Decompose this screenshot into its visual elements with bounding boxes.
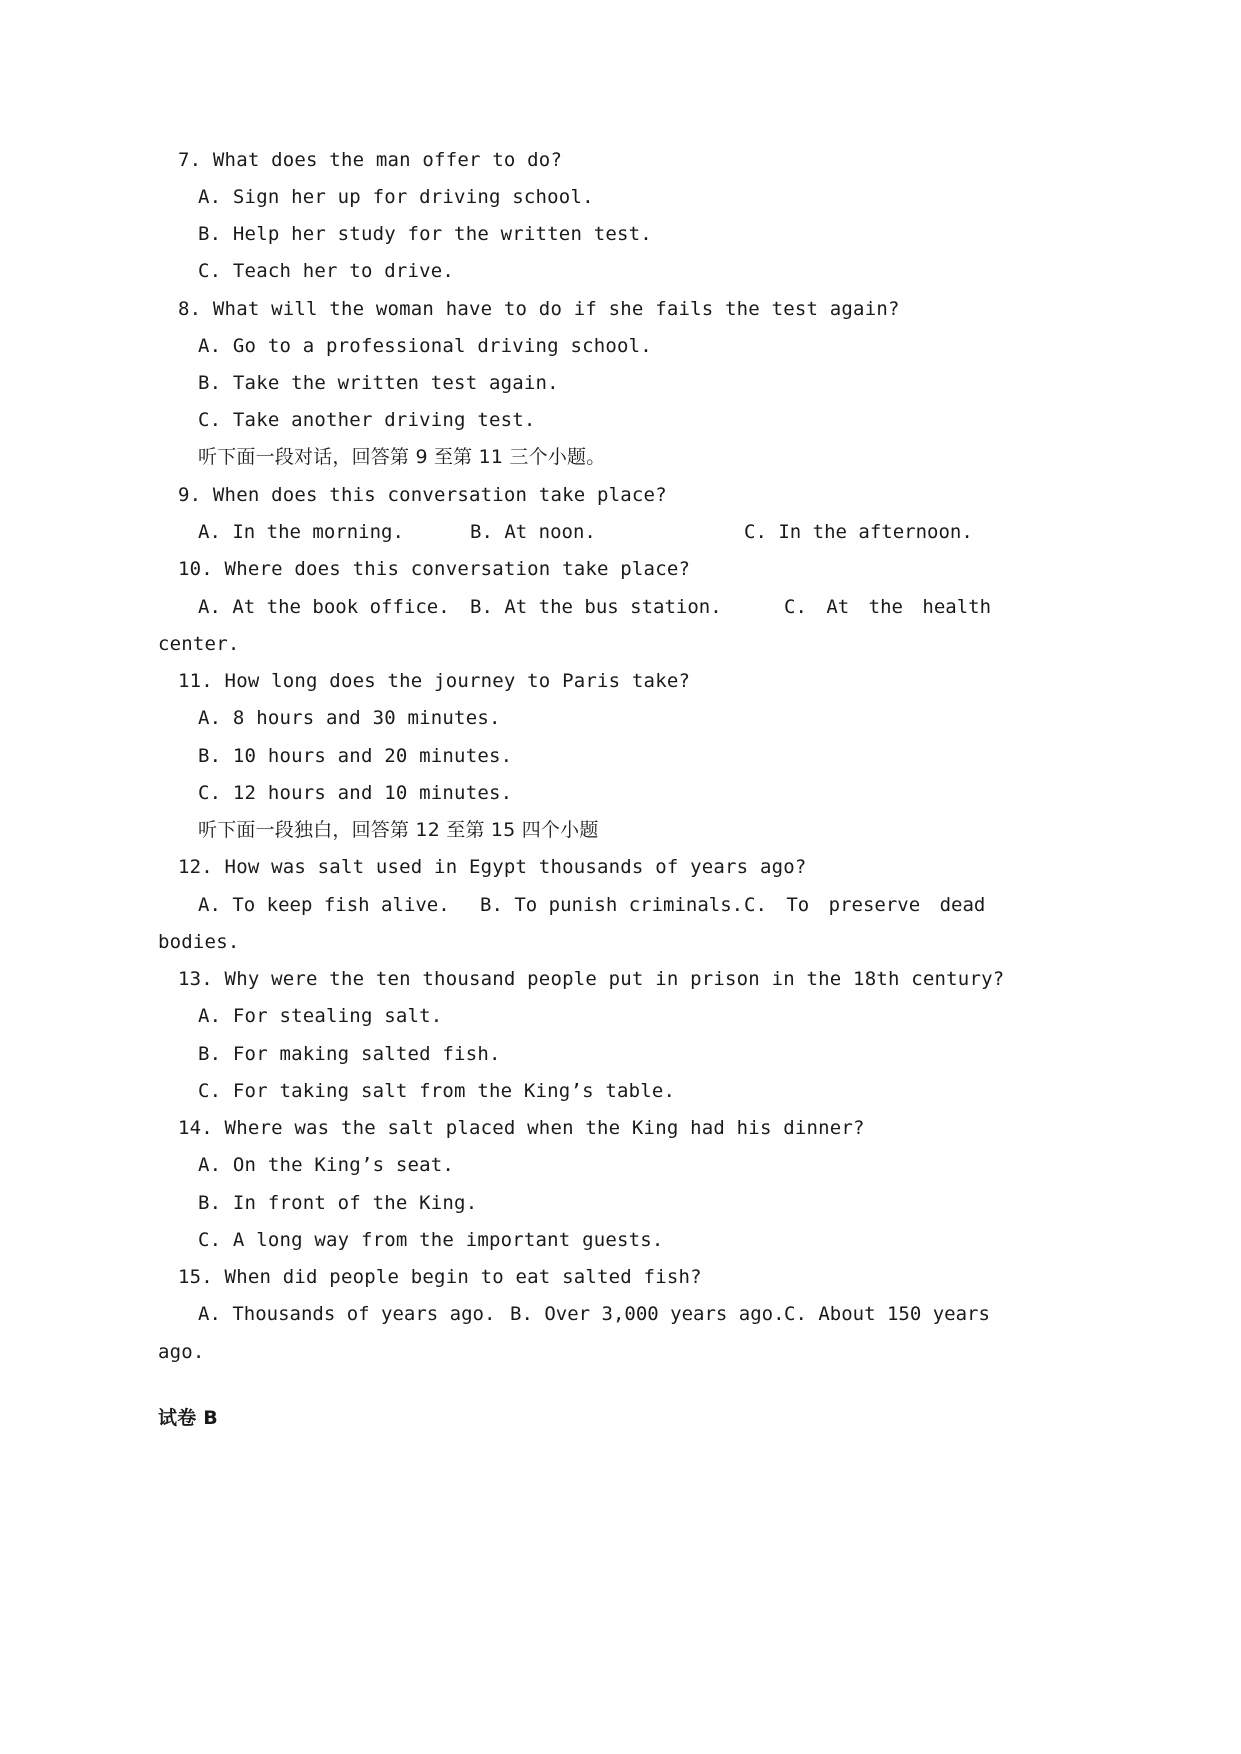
question-12-option-b: B. To punish criminals.: [480, 894, 744, 916]
question-15-option-a: A. Thousands of years ago.: [198, 1303, 496, 1325]
question-10-option-c: C. At the health: [784, 596, 992, 618]
question-10-option-c-continued: center.: [158, 633, 240, 655]
question-9-option-b: B. At noon.: [470, 521, 596, 543]
section-instruction-1: 听下面一段对话，回答第 9 至第 11 三个小题。: [198, 446, 606, 468]
question-7-option-a: A. Sign her up for driving school.: [198, 186, 594, 208]
question-12-option-c-continued: bodies.: [158, 931, 240, 953]
question-8-stem: 8. What will the woman have to do if she fails the test again?: [178, 298, 900, 320]
question-14-option-c: C. A long way from the important guests.: [198, 1229, 664, 1251]
question-8-option-a: A. Go to a professional driving school.: [198, 335, 652, 357]
question-14-option-a: A. On the King’s seat.: [198, 1154, 455, 1176]
question-7-stem: 7. What does the man offer to do?: [178, 149, 563, 171]
question-14-option-b: B. In front of the King.: [198, 1192, 478, 1214]
question-8-option-c: C. Take another driving test.: [198, 409, 536, 431]
question-15-option-b: B. Over 3,000 years ago.: [510, 1303, 785, 1325]
question-11-option-c: C. 12 hours and 10 minutes.: [198, 782, 513, 804]
question-7-option-c: C. Teach her to drive.: [198, 260, 455, 282]
question-8-option-b: B. Take the written test again.: [198, 372, 559, 394]
question-9-option-c: C. In the afternoon.: [744, 521, 973, 543]
question-11-option-a: A. 8 hours and 30 minutes.: [198, 707, 501, 729]
question-12-option-c: C. To preserve dead: [744, 894, 986, 916]
section-b-heading: 试卷 B: [158, 1407, 218, 1429]
question-9-option-a: A. In the morning.: [198, 521, 404, 543]
question-11-option-b: B. 10 hours and 20 minutes.: [198, 745, 513, 767]
section-instruction-2: 听下面一段独白，回答第 12 至第 15 四个小题: [198, 819, 599, 841]
question-13-option-b: B. For making salted fish.: [198, 1043, 501, 1065]
question-13-option-a: A. For stealing salt.: [198, 1005, 443, 1027]
question-12-stem: 12. How was salt used in Egypt thousands of years ago?: [178, 856, 807, 878]
question-10-option-b: B. At the bus station.: [470, 596, 722, 618]
question-9-stem: 9. When does this conversation take place?: [178, 484, 667, 506]
question-14-stem: 14. Where was the salt placed when the King had his dinner?: [178, 1117, 865, 1139]
question-10-stem: 10. Where does this conversation take place?: [178, 558, 691, 580]
question-15-stem: 15. When did people begin to eat salted fish?: [178, 1266, 702, 1288]
question-13-option-c: C. For taking salt from the King’s table.: [198, 1080, 676, 1102]
question-7-option-b: B. Help her study for the written test.: [198, 223, 652, 245]
question-13-stem: 13. Why were the ten thousand people put in prison in the 18th century?: [178, 968, 1005, 990]
question-12-option-a: A. To keep fish alive.: [198, 894, 450, 916]
question-10-option-a: A. At the book office.: [198, 596, 450, 618]
question-11-stem: 11. How long does the journey to Paris take?: [178, 670, 691, 692]
question-15-option-c-continued: ago.: [158, 1341, 205, 1363]
question-15-option-c: C. About 150 years: [784, 1303, 990, 1325]
